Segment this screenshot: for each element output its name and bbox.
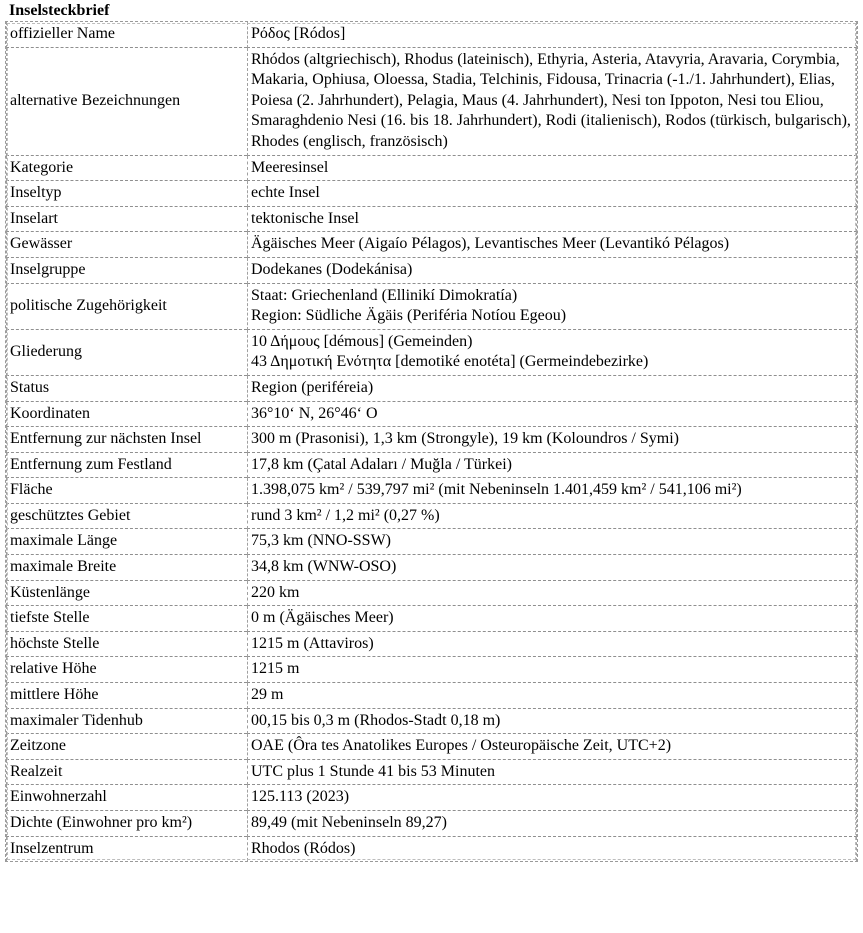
row-value (247, 207, 857, 233)
value-line: 89,49 (mit Nebeninseln 89,27) (251, 814, 447, 831)
row-label: Inselgruppe (6, 258, 247, 284)
row-label: Gewässer (6, 232, 247, 258)
row-label: höchste Stelle (6, 632, 247, 658)
table-row (6, 22, 857, 48)
value-line: echte Insel (251, 184, 320, 202)
row-value (247, 529, 857, 555)
value-line: OAE (Ôra tes Anatolikes Europes / Osteuropäische Zeit, UTC+2) (251, 737, 672, 755)
table-row (6, 529, 857, 555)
row-value (247, 683, 857, 709)
table-row (6, 657, 857, 683)
table-row (6, 683, 857, 709)
table-row (6, 478, 857, 504)
value-line: Rhodos (Ródos) (251, 839, 356, 857)
row-value (247, 427, 857, 453)
table-row (6, 207, 857, 233)
value-line: 34,8 km (WNW-OSO) (251, 558, 397, 576)
row-label: offizieller Name (6, 22, 247, 48)
row-value (247, 402, 857, 428)
row-value (247, 760, 857, 786)
value-line: Meeresinsel (251, 158, 329, 176)
table-row (6, 330, 857, 376)
island-profile-table (5, 21, 858, 862)
value-line: 43 Δημοτική Ενότητα [demotiké enotéta] (Germeindebezirke) (251, 353, 649, 371)
row-label: relative Höhe (6, 657, 247, 683)
row-value (247, 657, 857, 683)
row-value (247, 258, 857, 284)
row-value (247, 504, 857, 530)
table-row (6, 453, 857, 479)
row-label: Inselart (6, 207, 247, 233)
row-label: maximale Breite (6, 555, 247, 581)
value-line: 1215 m (251, 660, 300, 678)
row-label: Entfernung zur nächsten Insel (6, 427, 247, 453)
table-row (6, 258, 857, 284)
row-label: politische Zugehörigkeit (6, 284, 247, 330)
value-line: Staat: Griechenland (Ellinikí Dimokratía) (251, 286, 518, 304)
row-label: geschütztes Gebiet (6, 504, 247, 530)
value-line: 75,3 km (NNO-SSW) (251, 532, 391, 550)
row-label: Status (6, 376, 247, 402)
value-line: 36°10‘ N, 26°46‘ O (251, 404, 378, 422)
table-row (6, 760, 857, 786)
table-row (6, 376, 857, 402)
value-line: Ägäisches Meer (Aigaío Pélagos), Levantisches Meer (Levantikó Pélagos) (251, 235, 730, 253)
table-body (6, 22, 857, 861)
value-line: Region (periféreia) (251, 378, 374, 396)
value-line: 1.398,075 km² / 539,797 mi² (mit Nebeninseln 1.401,459 km² / 541,106 mi²) (251, 481, 742, 499)
table-row (6, 232, 857, 258)
table-row (6, 734, 857, 760)
row-label: mittlere Höhe (6, 683, 247, 709)
row-label: tiefste Stelle (6, 606, 247, 632)
value-line: tektonische Insel (251, 209, 359, 227)
row-label: Kategorie (6, 156, 247, 182)
row-value (247, 478, 857, 504)
row-value (247, 555, 857, 581)
value-line: 29 m (251, 686, 284, 704)
page-title: Inselsteckbrief (9, 2, 110, 19)
table-row (6, 709, 857, 735)
table-row (6, 48, 857, 156)
value-line: Rhódos (altgriechisch), Rhodus (lateinisch), Ethyria, Asteria, Atavyria, Aravaria, Corymbia, Makaria, Ophiusa, Oloessa, Stadia, Telchinis, Fidousa, Trinacria (-1./1. Jahrhundert), Elias, Poiesa (2. Jahrhundert), Pelagia, Maus (4. Jahrhundert), Nesi ton Ippoton, Nesi tou Eliou, Smaraghdenio Nesi (16. bis 18. Jahrhundert), Rodi (italienisch), Rodos (türkisch, bulgarisch), Rhodes (englisch, französisch) (251, 50, 851, 150)
row-value (247, 376, 857, 402)
table-row (6, 837, 857, 862)
value-line: 220 km (251, 583, 300, 601)
row-label: maximaler Tidenhub (6, 709, 247, 735)
table-row (6, 632, 857, 658)
row-label: Zeitzone (6, 734, 247, 760)
table-row (6, 181, 857, 207)
value-line: Region: Südliche Ägäis (Periféria Notíou Egeou) (251, 307, 567, 325)
row-value (247, 811, 857, 837)
row-label: Inseltyp (6, 181, 247, 207)
row-label: Entfernung zum Festland (6, 453, 247, 479)
value-line: rund 3 km² / 1,2 mi² (0,27 %) (251, 506, 440, 524)
table-row (6, 785, 857, 811)
row-value (247, 156, 857, 182)
table-row (6, 427, 857, 453)
value-line: UTC plus 1 Stunde 41 bis 53 Minuten (251, 762, 496, 780)
value-line: 10 Δήμους [démous] (Gemeinden) (251, 332, 473, 350)
row-label: alternative Bezeichnungen (6, 48, 247, 156)
row-label: Einwohnerzahl (6, 785, 247, 811)
row-label: Koordinaten (6, 402, 247, 428)
value-line: 125.113 (2023) (251, 788, 350, 806)
row-value (247, 22, 857, 48)
row-label: maximale Länge (6, 529, 247, 555)
table-row (6, 555, 857, 581)
row-value (247, 837, 857, 862)
table-row (6, 606, 857, 632)
row-value (247, 232, 857, 258)
value-line: 0 m (Ägäisches Meer) (251, 609, 394, 627)
table-row (6, 402, 857, 428)
value-line: 00,15 bis 0,3 m (Rhodos-Stadt 0,18 m) (251, 711, 501, 729)
value-line: 17,8 km (Çatal Adaları / Muğla / Türkei) (251, 455, 512, 473)
row-value (247, 632, 857, 658)
row-value (247, 581, 857, 607)
value-line: Ρόδος [Ródos] (251, 25, 346, 42)
row-value (247, 330, 857, 376)
row-value (247, 734, 857, 760)
row-value (247, 785, 857, 811)
value-line: Dodekanes (Dodekánisa) (251, 260, 413, 278)
table-row (6, 284, 857, 330)
row-value (247, 284, 857, 330)
table-row (6, 581, 857, 607)
row-label: Inselzentrum (6, 837, 247, 862)
row-label: Gliederung (6, 330, 247, 376)
row-label: Küstenlänge (6, 581, 247, 607)
row-value (247, 48, 857, 156)
table-row (6, 156, 857, 182)
row-label: Dichte (Einwohner pro km²) (6, 811, 247, 837)
value-line: 1215 m (Attaviros) (251, 634, 374, 652)
row-label: Fläche (6, 478, 247, 504)
row-value (247, 606, 857, 632)
row-value (247, 453, 857, 479)
row-label: Realzeit (6, 760, 247, 786)
row-value (247, 181, 857, 207)
table-row (6, 504, 857, 530)
table-row (6, 811, 857, 837)
value-line: 300 m (Prasonisi), 1,3 km (Strongyle), 19 km (Koloundros / Symi) (251, 430, 679, 448)
row-value (247, 709, 857, 735)
